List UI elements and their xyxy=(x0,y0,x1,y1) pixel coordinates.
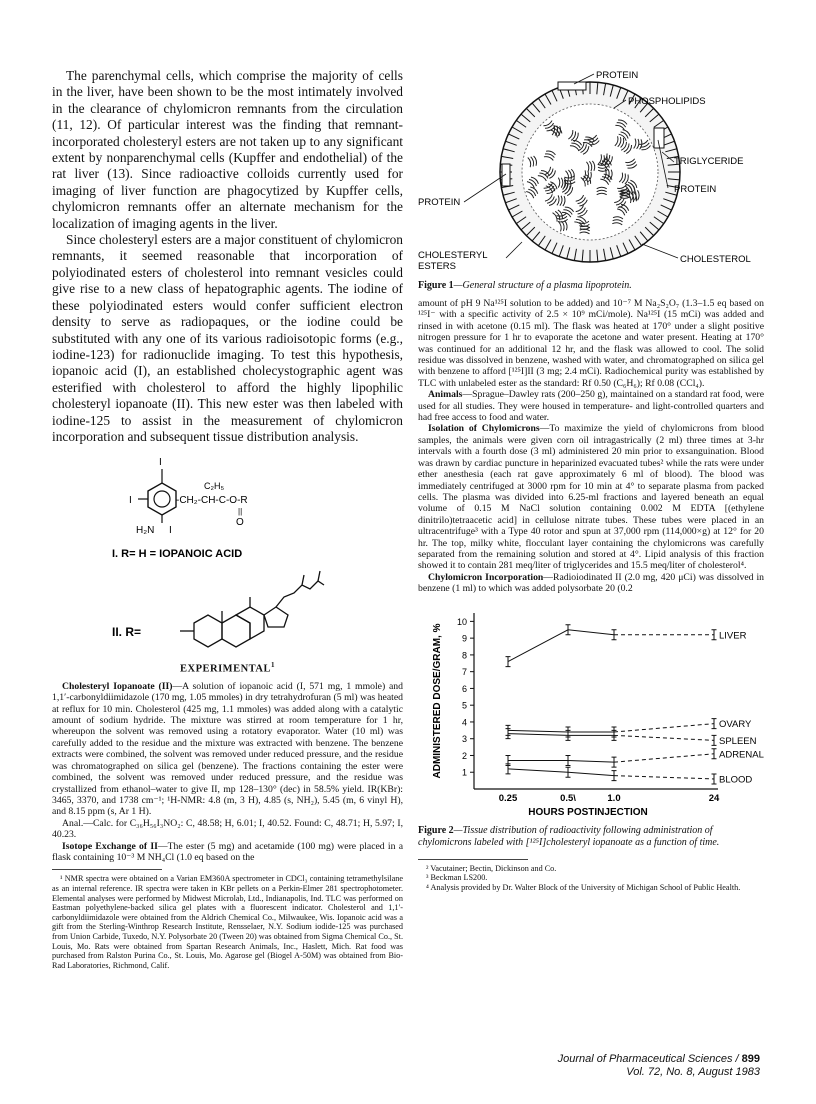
footnote-1: ¹ NMR spectra were obtained on a Varian EM360A spectrometer in CDCl₃ containing tetramethylsilane as an internal reference. IR spectra were taken in KBr pellets on a Perkin-Elmer 281 spectrophotometer. Elemental analyses were performed by Midwest Microlab, Ltd., Indianapolis, Ind. TLC was performed on Eastman polyethylene-backed silica gel plates with a fluorescent indicator. Cholesterol and 1,1′-carbonyldiimidazole were obtained from the Aldrich Chemical Co., Milwaukee, Wis. Iopanoic acid was a gift from the Sterling-Winthrop Research Institute, Rensselaer, N.Y. Sodium iodide-125 was purchased from Union Carbide, Tuxedo, N.Y. Polysorbate 20 (Tween 20) was obtained from Sigma Chemical Co., St. Louis, Mo. Rats were obtained from Spartan Research Animals, Inc., Haslett, Mich. Rat food was purchased from Ralston Purina Co., St. Louis, Mo. Agarose gel (Biogel A-50M) was obtained from Bio-Rad Laboratories, Richmond, Calif. xyxy=(52,874,403,970)
isolation-title: Isolation of Chylomicrons xyxy=(428,423,540,435)
series-line-ovary xyxy=(508,730,614,732)
x-tick-label: 24 xyxy=(708,792,720,804)
footnote-3: ³ Beckman LS200. xyxy=(426,873,488,883)
series-label-liver: LIVER xyxy=(719,629,747,641)
series-line-blood xyxy=(508,768,614,775)
label-protein-right: PROTEIN xyxy=(674,184,717,195)
y-tick-label: 7 xyxy=(461,666,467,677)
exp1-analysis: Anal.—Calc. for C₃₆H₅₆I₃NO₂: C, 48.58; H, 6.01; I, 40.52. Found: C, 48.71; H, 5.97; I, 40.23. xyxy=(52,817,403,841)
series-dashed-blood xyxy=(614,775,714,778)
struct1-label: I. R= H = IOPANOIC ACID xyxy=(112,548,243,561)
tissue-distribution-chart xyxy=(418,603,764,821)
series-line-adrenal xyxy=(508,760,614,762)
page-number: 899 xyxy=(741,1053,760,1065)
y-tick-label: 5 xyxy=(461,700,467,711)
exp1-title: Cholesteryl Iopanoate (II) xyxy=(62,680,173,692)
x-tick-label: 0.25 xyxy=(498,792,518,804)
struct1-amine: H₂N xyxy=(136,525,155,537)
label-protein-left: PROTEIN xyxy=(418,197,461,208)
footnote-rule xyxy=(52,869,162,870)
struct1-iodine-left: I xyxy=(129,495,132,507)
exp1-text: —A solution of iopanoic acid (I, 571 mg, 1 mmole) and 1,1′-carbonyldiimidazole (170 mg, 1.05 mmoles) in dry tetrahydrofuran (5 ml) was heated at reflux for 10 min. Cholesterol (425 mg, 1.1 mmoles) was added along with a catalytic amount of sodium hydride. The mixture was stirred at room temperature for 1 hr, whereupon the solvent was removed using a rotatory evaporator. Water (10 ml) was carefully added to the residue and the mixture was extracted with benzene. The benzene extracts were combined, the solvent was removed under reduced pressure, and the residue was chromatographed on silica gel (benzene). The fractions containing the ester were combined, the solvent was removed under reduced pressure, and the residue was crystallized from ethanol–water to give II, mp 128–130° (dec) in 58.5% yield. IR(KBr): 3465, 3370, and 1738 cm⁻¹; ¹H-NMR: 4.8 (m, 3 H), 4.85 (s, NH₂), 5.45 (m, 6 vinyl H), and 8.15 ppm (s, Ar 1 H). xyxy=(52,680,403,818)
series-line-liver xyxy=(508,629,614,661)
y-tick-label: 4 xyxy=(461,717,467,728)
y-axis-label: ADMINISTERED DOSE/GRAM, % xyxy=(432,623,443,779)
label-cholesteryl: CHOLESTERYL xyxy=(418,250,488,261)
left-column xyxy=(52,68,403,970)
intro-paragraph-2: Since cholesteryl esters are a major constituent of chylomicron remnants, it seemed reasonable that incorporation of polyiodinated esters of cholesterol into remnant vesicles could give rise to a new class of hepatographic agents. The iodine of these polyiodinated esters would confer sufficient electron density to serve as radiopaques, or the iodine could be substituted with any one of its various radioisotopic forms (e.g., iodine-123) for radionuclide imaging. To test this hypothesis, iopanoic acid (I), an established cholecystographic agent was esterified with cholesterol to afford the highly lipophilic cholesteryl iopanoate (II). This new ester was then labeled with iodine-125 to assist in the measurement of chylomicron incorporation and subsequent tissue distribution analysis. xyxy=(52,232,403,444)
footnote-4: ⁴ Analysis provided by Dr. Walter Block of the University of Michigan School of Public Health. xyxy=(426,882,741,892)
series-dashed-ovary xyxy=(614,723,714,731)
y-tick-label: 6 xyxy=(461,683,467,694)
right-footnote-rule xyxy=(418,859,528,860)
animals-text: —Sprague–Dawley rats (200–250 g), maintained on a standard rat food, were used for all studies. They were housed in temperature- and light-controlled quarters and had free access to food and water. xyxy=(418,389,764,424)
footnote-2: ² Vacutainer; Bectin, Dickinson and Co. xyxy=(426,863,557,873)
series-label-ovary: OVARY xyxy=(719,718,752,730)
struct1-chain: -CH₂-CH-C-O-R xyxy=(176,495,248,507)
isolation-text: —To maximize the yield of chylomicrons from blood samples, the animals were given corn oil intragastrically (2 ml) three times at 3-hr intervals with a fourth dose (3 ml) administered 20 min prior to exsanguination. Blood was drawn by cardiac puncture in heparinized evacuated tubes² while the rats were under ether anesthesia (each rat gave approximately 6 ml of blood). The blood was immediately centrifuged at 3000 rpm for 10 min at 4° to separate plasma from packed cells. The plasma was divided into 6.25-ml fractions and layered beneath an equal volume of 0.15 M NaCl solution containing 0.002 M EDTA [(ethylene dinitrilo)tetraacetic acid] in cellulose nitrate tubes. These tubes were placed in an ultracentrifuge³ with a Type 40 rotor and spun at 37,000 rpm (114,000×g) at 12° for 20 hr. The top, milky white, flocculant layer containing the chylomicrons was carefully separated from the remaining solution and stored at 4°. Lipid analysis of this fraction showed it to contain 281 meq/liter of triglycerides and 15.5 meq/liter of cholesterol⁴. xyxy=(418,423,764,572)
struct1-carbonyl-bars: || xyxy=(238,507,243,517)
y-tick-label: 9 xyxy=(461,633,467,644)
incorporation-title: Chylomicron Incorporation xyxy=(428,571,544,583)
y-tick-label: 1 xyxy=(461,767,467,778)
lipoprotein-diagram xyxy=(418,68,764,276)
right-column xyxy=(418,68,764,892)
page-footer xyxy=(558,1053,760,1079)
series-label-adrenal: ADRENAL xyxy=(719,748,764,760)
exp2-text: —The ester (5 mg) and acetamide (100 mg) were placed in a flask containing 10⁻³ M NH₄Cl (1.0 eq based on the xyxy=(52,840,403,863)
series-line-spleen xyxy=(508,733,614,735)
intro-paragraph-1: The parenchymal cells, which comprise the majority of cells in the liver, have been shown to be the most intimately involved in the clearance of chylomicron remnants from the circulation (11, 12). Of particular interest was the finding that remnant-incorporated cholesteryl esters are not taken up to any significant extent by nonparenchymal cells (Kupffer and endothelial) of the rat liver (13). Since radioactive colloids currently used for imaging of liver function are phagocytized by Kupffer cells, chylomicron remnants offer an alternate mechanism for the localization of imaging agents in the liver. xyxy=(52,68,403,231)
label-esters: ESTERS xyxy=(418,261,457,272)
figure2-caption: Figure 2—Tissue distribution of radioactivity following administration of chylomicrons labeled with [¹²⁵I]cholesteryl iopanoate as a function of time. xyxy=(418,824,720,848)
journal-name: Journal of Pharmaceutical Sciences / xyxy=(557,1053,739,1065)
animals-title: Animals xyxy=(428,389,463,401)
x-tick-label: 1.0 xyxy=(607,792,621,804)
series-label-spleen: SPLEEN xyxy=(719,735,757,747)
series-label-blood: BLOOD xyxy=(719,774,753,786)
right-paragraph-1: amount of pH 9 Na¹²⁵I solution to be added) and 10⁻⁷ M Na₂S₂O₇ (1.3–1.5 eq based on ¹²⁵I⁻ with a specific activity of 2.5 × 10⁹ mCi/mole). Na¹²⁵I (15 mCi) was added and rinsed in with acetone (0.15 ml). The flask was heated at 170° under a slight positive nitrogen pressure for 1 hr to evaporate the acetone and water present. Heating at 170° was continued for an additional 12 hr, and the flask was allowed to cool. The solid residue was dissolved in benzene, washed with water, and chromatographed on silica gel with benzene to afford [¹²⁵I]II (3 mg; 2.4 mCi). Radiochemical purity was established by TLC with unlabeled ester as the standard: Rf 0.50 (C₆H₆); Rf 0.08 (CCl₄). xyxy=(418,298,764,389)
struct2-label: II. R= xyxy=(112,625,142,640)
journal-volume: Vol. 72, No. 8, August 1983 xyxy=(626,1066,760,1078)
label-triglyceride: TRIGLYCERIDE xyxy=(674,156,744,167)
series-dashed-spleen xyxy=(614,735,714,740)
label-protein-top: PROTEIN xyxy=(596,70,639,81)
struct1-ethyl: C₂H₅ xyxy=(204,481,225,492)
exp2-title: Isotope Exchange of II xyxy=(62,840,158,852)
y-tick-label: 10 xyxy=(456,616,467,627)
label-phospholipids: PHOSPHOLIPIDS xyxy=(628,96,706,107)
incorporation-text: —Radioiodinated II (2.0 mg, 420 μCi) was dissolved in benzene (1 ml) to which was added polysorbate 20 (0.2 xyxy=(418,571,764,595)
struct1-iodine-bottom: I xyxy=(169,525,172,537)
struct1-carbonyl-oxygen: O xyxy=(236,517,244,529)
x-axis-label: HOURS POSTINJECTION xyxy=(528,806,648,818)
struct1-iodine-top: I xyxy=(159,457,162,469)
experimental-heading: EXPERIMENTAL$^1$ xyxy=(180,661,275,675)
series-dashed-adrenal xyxy=(614,753,714,761)
iopanoic-acid-structure xyxy=(52,451,403,563)
data-point-liver xyxy=(506,656,511,666)
label-cholesterol: CHOLESTEROL xyxy=(680,254,751,265)
right-footnotes xyxy=(418,864,764,893)
y-tick-label: 2 xyxy=(461,750,467,761)
x-tick-label: 0.5\ xyxy=(560,792,576,804)
figure1-caption: Figure 1—General structure of a plasma lipoprotein. xyxy=(418,280,632,291)
cholesterol-structure xyxy=(52,563,403,655)
y-tick-label: 3 xyxy=(461,733,467,744)
y-tick-label: 8 xyxy=(461,649,467,660)
